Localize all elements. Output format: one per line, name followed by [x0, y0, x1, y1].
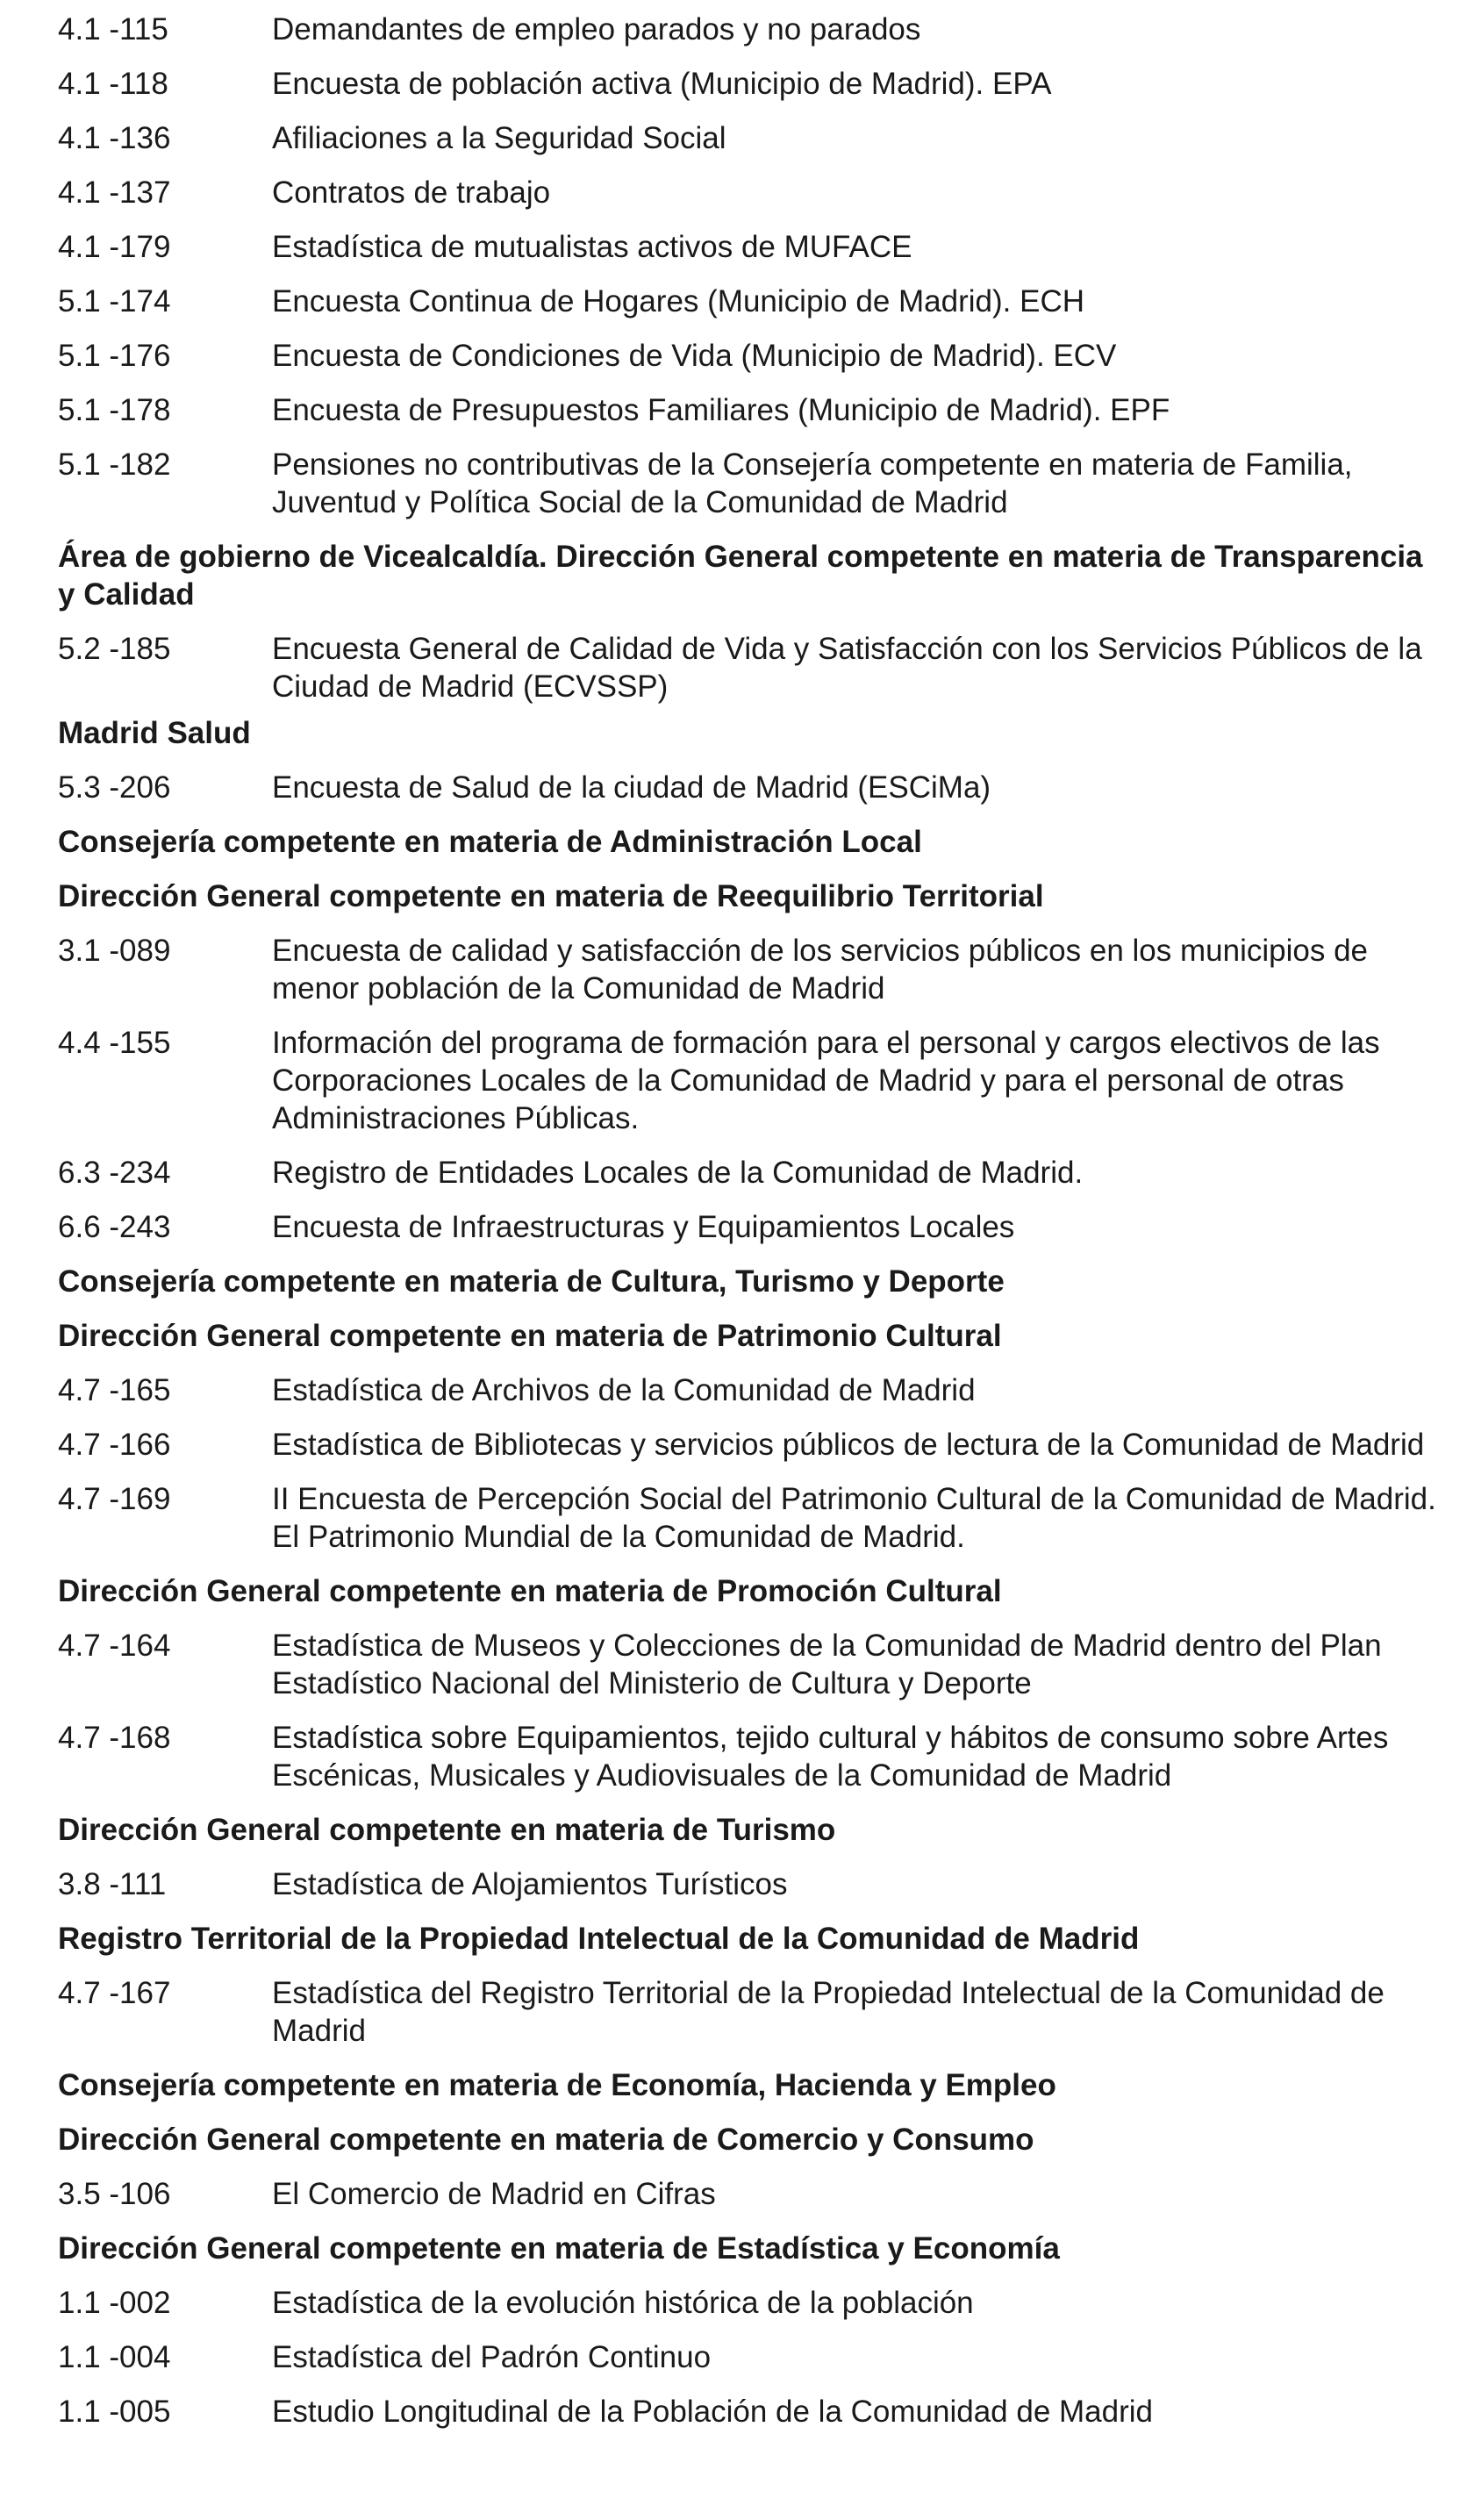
entry-description: Encuesta Continua de Hogares (Municipio de Madrid). ECH	[272, 284, 1085, 319]
entry-description: Información del programa de formación para el personal y cargos electivos de las Corporaciones Locales de la Comunidad de Madrid y para el personal de otras Administraciones Públicas.	[272, 1026, 1380, 1135]
entry-description: Estadística de mutualistas activos de MUFACE	[272, 230, 912, 264]
section-heading: Dirección General competente en materia de Patrimonio Cultural	[58, 1319, 1002, 1353]
entry-code: 3.5 -106	[58, 2177, 171, 2211]
entry-description: Estadística de Bibliotecas y servicios públicos de lectura de la Comunidad de Madrid	[272, 1428, 1425, 1462]
entry-code: 4.1 -179	[58, 230, 171, 264]
entry-code: 4.4 -155	[58, 1026, 171, 1060]
statistic-entry	[58, 630, 1439, 705]
statistic-entry	[58, 2393, 1439, 2431]
entry-code: 4.7 -165	[58, 1373, 171, 1407]
entry-code: 5.1 -176	[58, 339, 171, 373]
entry-code: 5.2 -185	[58, 632, 171, 666]
statistic-entry	[58, 1719, 1439, 1794]
section-heading: Área de gobierno de Vicealcaldía. Dirección General competente en materia de Transparencia y Calidad	[58, 540, 1423, 612]
statistic-entry	[58, 1154, 1439, 1192]
entry-code: 5.3 -206	[58, 770, 171, 805]
entry-description: Encuesta de Infraestructuras y Equipamientos Locales	[272, 1210, 1015, 1244]
entry-code: 1.1 -005	[58, 2395, 171, 2429]
section-heading: Dirección General competente en materia de Comercio y Consumo	[58, 2123, 1034, 2157]
entry-code: 1.1 -002	[58, 2286, 171, 2320]
entry-code: 4.1 -137	[58, 175, 171, 210]
entry-description: El Comercio de Madrid en Cifras	[272, 2177, 716, 2211]
entry-description: Registro de Entidades Locales de la Comunidad de Madrid.	[272, 1156, 1084, 1190]
statistic-entry	[58, 1627, 1439, 1702]
entry-description: Estadística de la evolución histórica de la población	[272, 2286, 974, 2320]
entry-code: 4.7 -164	[58, 1629, 171, 1663]
entry-code: 3.1 -089	[58, 934, 171, 968]
entry-code: 5.1 -182	[58, 447, 171, 482]
statistic-entry	[58, 1208, 1439, 1246]
entry-description: Estudio Longitudinal de la Población de la Comunidad de Madrid	[272, 2395, 1154, 2429]
entry-description: Estadística sobre Equipamientos, tejido cultural y hábitos de consumo sobre Artes Escénicas, Musicales y Audiovisuales de la Comunidad de Madrid	[272, 1721, 1389, 1793]
entry-code: 6.3 -234	[58, 1156, 171, 1190]
entry-code: 1.1 -004	[58, 2340, 171, 2374]
entry-description: Estadística de Archivos de la Comunidad de Madrid	[272, 1373, 976, 1407]
statistic-entry	[58, 2175, 1439, 2213]
statistic-entry	[58, 1371, 1439, 1409]
statistic-entry	[58, 1426, 1439, 1464]
entry-code: 4.1 -136	[58, 121, 171, 155]
entry-description: Encuesta de Salud de la ciudad de Madrid (ESCiMa)	[272, 770, 991, 805]
entry-code: 5.1 -174	[58, 284, 171, 319]
entry-description: Encuesta de Condiciones de Vida (Municipio de Madrid). ECV	[272, 339, 1117, 373]
statistic-entry	[58, 446, 1439, 521]
entry-description: Estadística del Padrón Continuo	[272, 2340, 712, 2374]
entry-description: Encuesta de Presupuestos Familiares (Municipio de Madrid). EPF	[272, 393, 1170, 427]
entry-description: Demandantes de empleo parados y no parados	[272, 12, 921, 47]
statistic-entry	[58, 11, 1439, 48]
statistic-entry	[58, 1974, 1439, 2050]
section-heading: Madrid Salud	[58, 716, 251, 750]
entry-code: 4.1 -118	[58, 67, 168, 101]
section-heading: Dirección General competente en materia de Reequilibrio Territorial	[58, 879, 1044, 913]
entry-description: Encuesta de calidad y satisfacción de los servicios públicos en los municipios de menor población de la Comunidad de Madrid	[272, 934, 1368, 1006]
entry-code: 6.6 -243	[58, 1210, 171, 1244]
statistic-entry	[58, 1024, 1439, 1137]
statistic-entry	[58, 2284, 1439, 2322]
statistic-entry	[58, 337, 1439, 375]
section-heading: Consejería competente en materia de Cultura, Turismo y Deporte	[58, 1264, 1005, 1299]
statistic-entry	[58, 391, 1439, 429]
entry-code: 3.8 -111	[58, 1867, 167, 1901]
entry-description: Pensiones no contributivas de la Consejería competente en materia de Familia, Juventud y Política Social de la Comunidad de Madrid	[272, 447, 1353, 519]
statistic-entry	[58, 932, 1439, 1007]
entry-code: 5.1 -178	[58, 393, 171, 427]
section-heading: Registro Territorial de la Propiedad Intelectual de la Comunidad de Madrid	[58, 1922, 1140, 1956]
statistic-entry	[58, 228, 1439, 266]
entry-description: Encuesta General de Calidad de Vida y Satisfacción con los Servicios Públicos de la Ciudad de Madrid (ECVSSP)	[272, 632, 1422, 704]
section-heading: Dirección General competente en materia de Estadística y Economía	[58, 2231, 1060, 2266]
entry-code: 4.7 -167	[58, 1976, 171, 2010]
statistic-entry	[58, 1480, 1439, 1556]
entry-description: Estadística del Registro Territorial de la Propiedad Intelectual de la Comunidad de Madrid	[272, 1976, 1385, 2048]
entry-description: Encuesta de población activa (Municipio de Madrid). EPA	[272, 67, 1052, 101]
section-heading: Consejería competente en materia de Economía, Hacienda y Empleo	[58, 2068, 1056, 2102]
statistic-entry	[58, 174, 1439, 211]
entry-description: Estadística de Museos y Colecciones de la Comunidad de Madrid dentro del Plan Estadístico Nacional del Ministerio de Cultura y Deporte	[272, 1629, 1382, 1700]
section-heading: Dirección General competente en materia de Turismo	[58, 1813, 836, 1847]
entry-code: 4.7 -169	[58, 1482, 171, 1516]
section-heading: Dirección General competente en materia de Promoción Cultural	[58, 1574, 1002, 1608]
section-heading: Consejería competente en materia de Administración Local	[58, 825, 922, 859]
statistic-entry	[58, 2338, 1439, 2376]
statistic-entry	[58, 769, 1439, 806]
entry-description: II Encuesta de Percepción Social del Patrimonio Cultural de la Comunidad de Madrid. El Patrimonio Mundial de la Comunidad de Madrid.	[272, 1482, 1436, 1554]
entry-description: Contratos de trabajo	[272, 175, 551, 210]
entry-code: 4.1 -115	[58, 12, 168, 47]
entry-code: 4.7 -166	[58, 1428, 171, 1462]
statistic-entry	[58, 1865, 1439, 1903]
statistic-entry	[58, 283, 1439, 320]
statistic-entry	[58, 65, 1439, 103]
entry-description: Afiliaciones a la Seguridad Social	[272, 121, 726, 155]
statistic-entry	[58, 119, 1439, 157]
entry-code: 4.7 -168	[58, 1721, 171, 1755]
entry-description: Estadística de Alojamientos Turísticos	[272, 1867, 788, 1901]
